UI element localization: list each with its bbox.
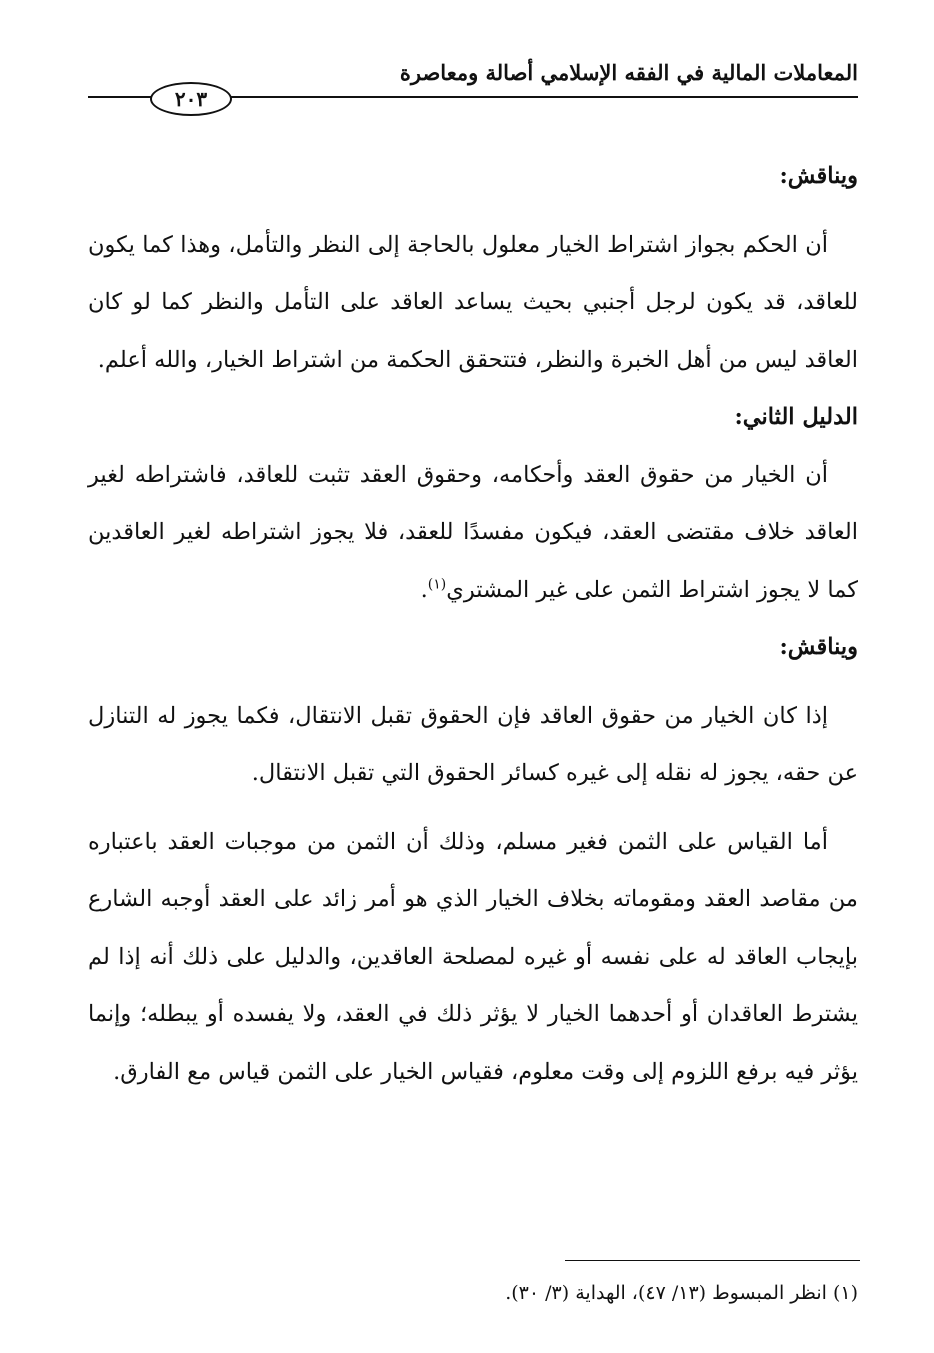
section-heading: ويناقش: <box>779 163 858 189</box>
page-header <box>88 56 858 111</box>
running-title: المعاملات المالية في الفقه الإسلامي أصالة ومعاصرة <box>399 60 858 85</box>
paragraph: أن الحكم بجواز اشتراط الخيار معلول بالحاجة إلى النظر والتأمل، وهذا كما يكون للعاقد، قد يكون لرجل أجنبي بحيث يساعد العاقد على التأمل والنظر كما لو كان العاقد ليس من أهل الخبرة والنظر، فتتحقق الحكمة من اشتراط الخيار، والله أعلم. <box>88 231 858 373</box>
section-heading: الدليل الثاني: <box>734 404 858 430</box>
section-heading: ويناقش: <box>779 634 858 660</box>
paragraph: إذا كان الخيار من حقوق العاقد فإن الحقوق تقبل الانتقال، فكما يجوز له التنازل عن حقه، يجوز له نقله إلى غيره كسائر الحقوق التي تقبل الانتقال. <box>88 702 858 786</box>
paragraph <box>88 447 858 620</box>
page-body <box>88 148 858 1101</box>
footnote-separator <box>565 1260 860 1261</box>
footnote-reference[interactable]: (١) <box>427 576 447 592</box>
paragraph: أما القياس على الثمن فغير مسلم، وذلك أن الثمن من موجبات العقد باعتباره من مقاصد العقد ومقوماته بخلاف الخيار الذي هو أمر زائد على العقد أوجبه الشارع بإيجاب العاقد له على نفسه أو غيره لمصلحة العاقدين، والدليل على ذلك أنه إذا لم يشترط العاقدان أو أحدهما الخيار لا يؤثر ذلك في العقد، ولا يفسده أو يبطله؛ وإنما يؤثر فيه برفع اللزوم إلى وقت معلوم، فقياس الخيار على الثمن قياس مع الفارق. <box>88 828 858 1085</box>
page-number: ٢٠٣ <box>150 82 232 116</box>
paragraph-end: . <box>420 576 428 603</box>
footnote: (١) انظر المبسوط (١٣/ ٤٧)، الهداية (٣/ ٣٠). <box>505 1282 858 1304</box>
paragraph-text: أن الخيار من حقوق العقد وأحكامه، وحقوق العقد تثبت للعاقد، فاشتراطه لغير العاقد خلاف مقتضى العقد، فيكون مفسدًا للعقد، فلا يجوز اشتراطه لغير العاقدين كما لا يجوز اشتراط الثمن على غير المشتري <box>88 461 858 603</box>
